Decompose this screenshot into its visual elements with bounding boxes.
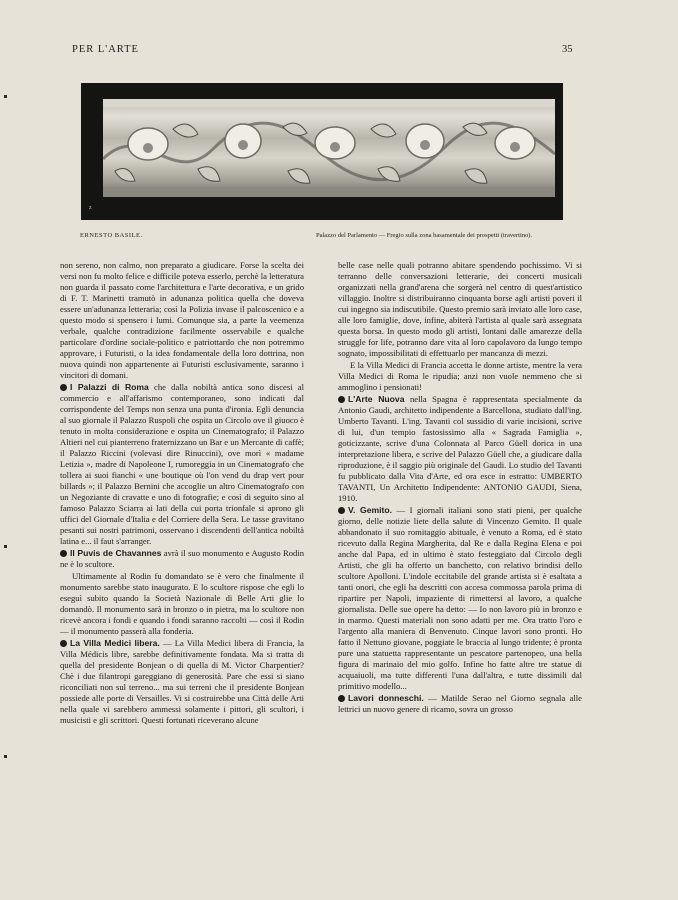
- bullet-icon: [338, 507, 345, 514]
- paragraph: [60, 260, 304, 381]
- frieze-photograph: [81, 83, 563, 220]
- running-head: PER L'ARTE: [72, 44, 139, 55]
- photo-corner-mark: z: [89, 205, 92, 211]
- paragraph-text: — I giornali italiani sono stati pieni, per qualche giorno, delle notizie liete della salute di Vincenzo Gemito. Il quale abbandonato il suo romitaggio abituale, è venuto a Roma, ed è stato ricevuto dalla Regina Margherita, dal Re e dalla Regina Elena e poi anche dal Papa, ed in ultimo è stato festeggiato dal Circolo degli Artisti, che gli ha offerto un banchetto, con relativo brindisi dello scultore Apolloni. L'indole eccitabile del grande artista si è esaltata a tanti onori, che egli ha descritti con accesa commossa parola prima di ripartire per Napoli, impaziente di rimettersi al lavoro, a qualche giornalista. Delle sue opere ha detto: — Io non lavoro più in bronzo e in marmo. Questi materiali non sono adatti per me. Ora tratto l'oro e l'argento alla maniera di Benvenuto. Cinque lavori sono pronti. Ho fatto il Nettuno giovane, poggiate le braccia al lungo tridente; è pronta pure una statuetta rappresentante un pescatore partenopeo, una bella figura di marinaio del mio golfo. Infine ho fatte altre tre statue di acquaiuoli, ma tutte differenti l'una dall'altra, e tutte dissimili dal primitivo modello...: [338, 505, 582, 691]
- frieze-relief: [103, 99, 555, 197]
- paragraph: [338, 260, 582, 359]
- figure-caption-title: Palazzo del Parlamento — Fregio sulla zona basamentale dei prospetti (travertino).: [316, 232, 533, 239]
- paragraph: [60, 571, 304, 637]
- bullet-icon: [60, 384, 67, 391]
- page-number: 35: [562, 44, 573, 55]
- paragraph: [60, 638, 304, 726]
- paragraph: [60, 382, 304, 547]
- figure-caption-author: ERNESTO BASILE.: [80, 232, 143, 239]
- paragraph: [338, 394, 582, 504]
- section-heading: L'Arte Nuova: [348, 394, 405, 404]
- section-heading: Lavori donneschi.: [348, 693, 424, 703]
- paragraph: [338, 693, 582, 715]
- section-heading: I Palazzi di Roma: [70, 382, 149, 392]
- section-heading: Il Puvis de Chavannes: [70, 548, 162, 558]
- paragraph-text: E la Villa Medici di Francia accetta le donne artiste, mentre la vera Villa Medici di Roma le ripudia; anzi non vuole nemmeno che si ammoglino i pensionati!: [338, 360, 582, 392]
- frieze-ornament-image: [103, 99, 555, 197]
- bullet-icon: [338, 396, 345, 403]
- bullet-icon: [338, 695, 345, 702]
- paragraph-text: avrà il suo monumento e Augusto Rodin ne è lo scultore.: [60, 548, 304, 569]
- right-column: [338, 260, 582, 716]
- section-heading: La Villa Medici libera.: [70, 638, 160, 648]
- paragraph-text: — La Villa Medici libera di Francia, la Villa Médicis libre, sarebbe definitivamente fondata. Ma si tratta di quella del presidente Bonjean o di quella di M. Victor Charpentier? Chè i due filantropi gareggiano di generosità. Pare che essi si siano riconciliati non sul terreno... ma sui terreni che il presidente Bonjean possiede alle porte di Versailles. Vi si costruirebbe una Città delle Arti nella quale vi sarebbero ammessi solamente i pittori, gli scultori, i musicisti e gli scrittori. Questi fortunati riceverano alcune: [60, 638, 304, 725]
- paragraph-text: belle case nelle quali potranno abitare spendendo pochissimo. Vi si terranno delle conversazioni letterarie, dei concerti musicali organizzati nella grand'arena che sorgerà nel centro di quest'artistico villaggio. Inoltre si distribuiranno cinquanta borse agli artisti poveri il cui ingegno sia indiscutibile. Questo premio sarà inviato alle loro case, alle loro famiglie, dove, infine, abiterà l'artista al quale sarà assegnata questa borsa. In questo modo gli artisti, lontani dalle amarezze della struggle for life, potranno dare vita al loro capolavoro da lungo tempo sognato, impossibilitati di effettuarlo per mancanza di mezzi.: [338, 260, 582, 358]
- margin-mark: [4, 545, 7, 548]
- paragraph-text: nella Spagna è rappresentata specialmente da Antonio Gaudi, architetto indipendente a Barcellona, studiato dall'ing. Umberto Tavanti. L'ing. Tavanti col sussidio di varie incisioni, scrive di lui, d'un tempio fastosissimo alla « Sagrada Famiglia », goticizzante, scrive d'una Colonnata al Parco Güell dorica in una interpretazione libera, e scrive del Palazzo Güell che, a giudicare dalla riproduzione, è il saggio più originale del Gaudi. Lo studio del Tavanti fu pubblicato dalla Vita d'Arte, ed ora esce in estratto: UMBERTO TAVANTI, Un Architetto Indipendente: ANTONIO GAUDI, Siena, 1910.: [338, 394, 582, 503]
- bullet-icon: [60, 550, 67, 557]
- left-column: [60, 260, 304, 727]
- paragraph: [338, 360, 582, 393]
- section-heading: V. Gemito.: [348, 505, 393, 515]
- margin-mark: [4, 755, 7, 758]
- paragraph-text: — Matilde Serao nel Giorno segnala alle lettrici un nuovo genere di ricamo, sovra un grosso: [338, 693, 582, 714]
- paragraph-text: non sereno, non calmo, non preparato a giudicare. Forse la scelta dei versi non fu molto felice e difficile poteva esserlo, perchè la letteratura non guarda il passato come l'architettura e l'arte decorativa, e un grido di F. T. Marinetti tramutò in adunanza politica quella che doveva essere un'adunanza letteraria; così la Polizia invase il palcoscenico e a questo modo si spensero i lumi. Comunque sia, a parte la veemenza verbale, qualche contradizione facilmente osservabile e qualche particolare d'ordine sociale-politico e patriottardo che non potremmo approvare, i Futuristi, o la idea fondamentale della loro dottrina, non nuova quindi non appartenente ai Futuristi esclusivamente, saranno i vincitori di domani.: [60, 260, 304, 380]
- bullet-icon: [60, 640, 67, 647]
- paragraph-text: Ultimamente al Rodin fu domandato se è vero che finalmente il monumento sarebbe stato inaugurato. E lo scultore rispose che egli lo eseguì subito quando la Società Nazionale di Belle Arti glie lo domandò. Il monumento sarà in bronzo o in pietra, ma lo scultore non ricevè ancora i fondi e quando i fondi saranno raccolti — così il Rodin — il monumento passerà alla fonderia.: [60, 571, 304, 636]
- paragraph: [60, 548, 304, 570]
- paragraph: [338, 505, 582, 692]
- paragraph-text: che dalla nobiltà antica sono discesi al commercio e all'affarismo contemporaneo, sono indicati dal corrispondente del Temps non senza una punta d'ironia. Egli denuncia al suo giornale il Palazzo Ruspoli che ospita un Circolo ove il giuoco è tenuto in molta considerazione e ospita un Cinematografo; il Palazzo Altieri nel cui pianterreno fraternizzano un Bar e un Mercante di caffè; il Palazzo Riccini (volevasi dire Rinuccini), ove morì « madame Letizia », madre di Napoleone I, rumoreggia in un Cinematografo che tollera ai suoi fianchi « une boutique où l'on vend du drap vert pour billards »; il Palazzo Bernini che accoglie un altro Cinematografo con un Negoziante di cravatte e uno di fotografie; e così di seguito sino al famoso Palazzo Sciarra ai lati della cui porta trionfale si aprono gli uffici del Giornale d'Italia e del Corriere della Sera. Le tasse gravitano pesanti sui nostri patrimoni, osservano i discendenti dell'antica nobiltà latina e... il faut s'arranger.: [60, 382, 304, 546]
- margin-mark: [4, 95, 7, 98]
